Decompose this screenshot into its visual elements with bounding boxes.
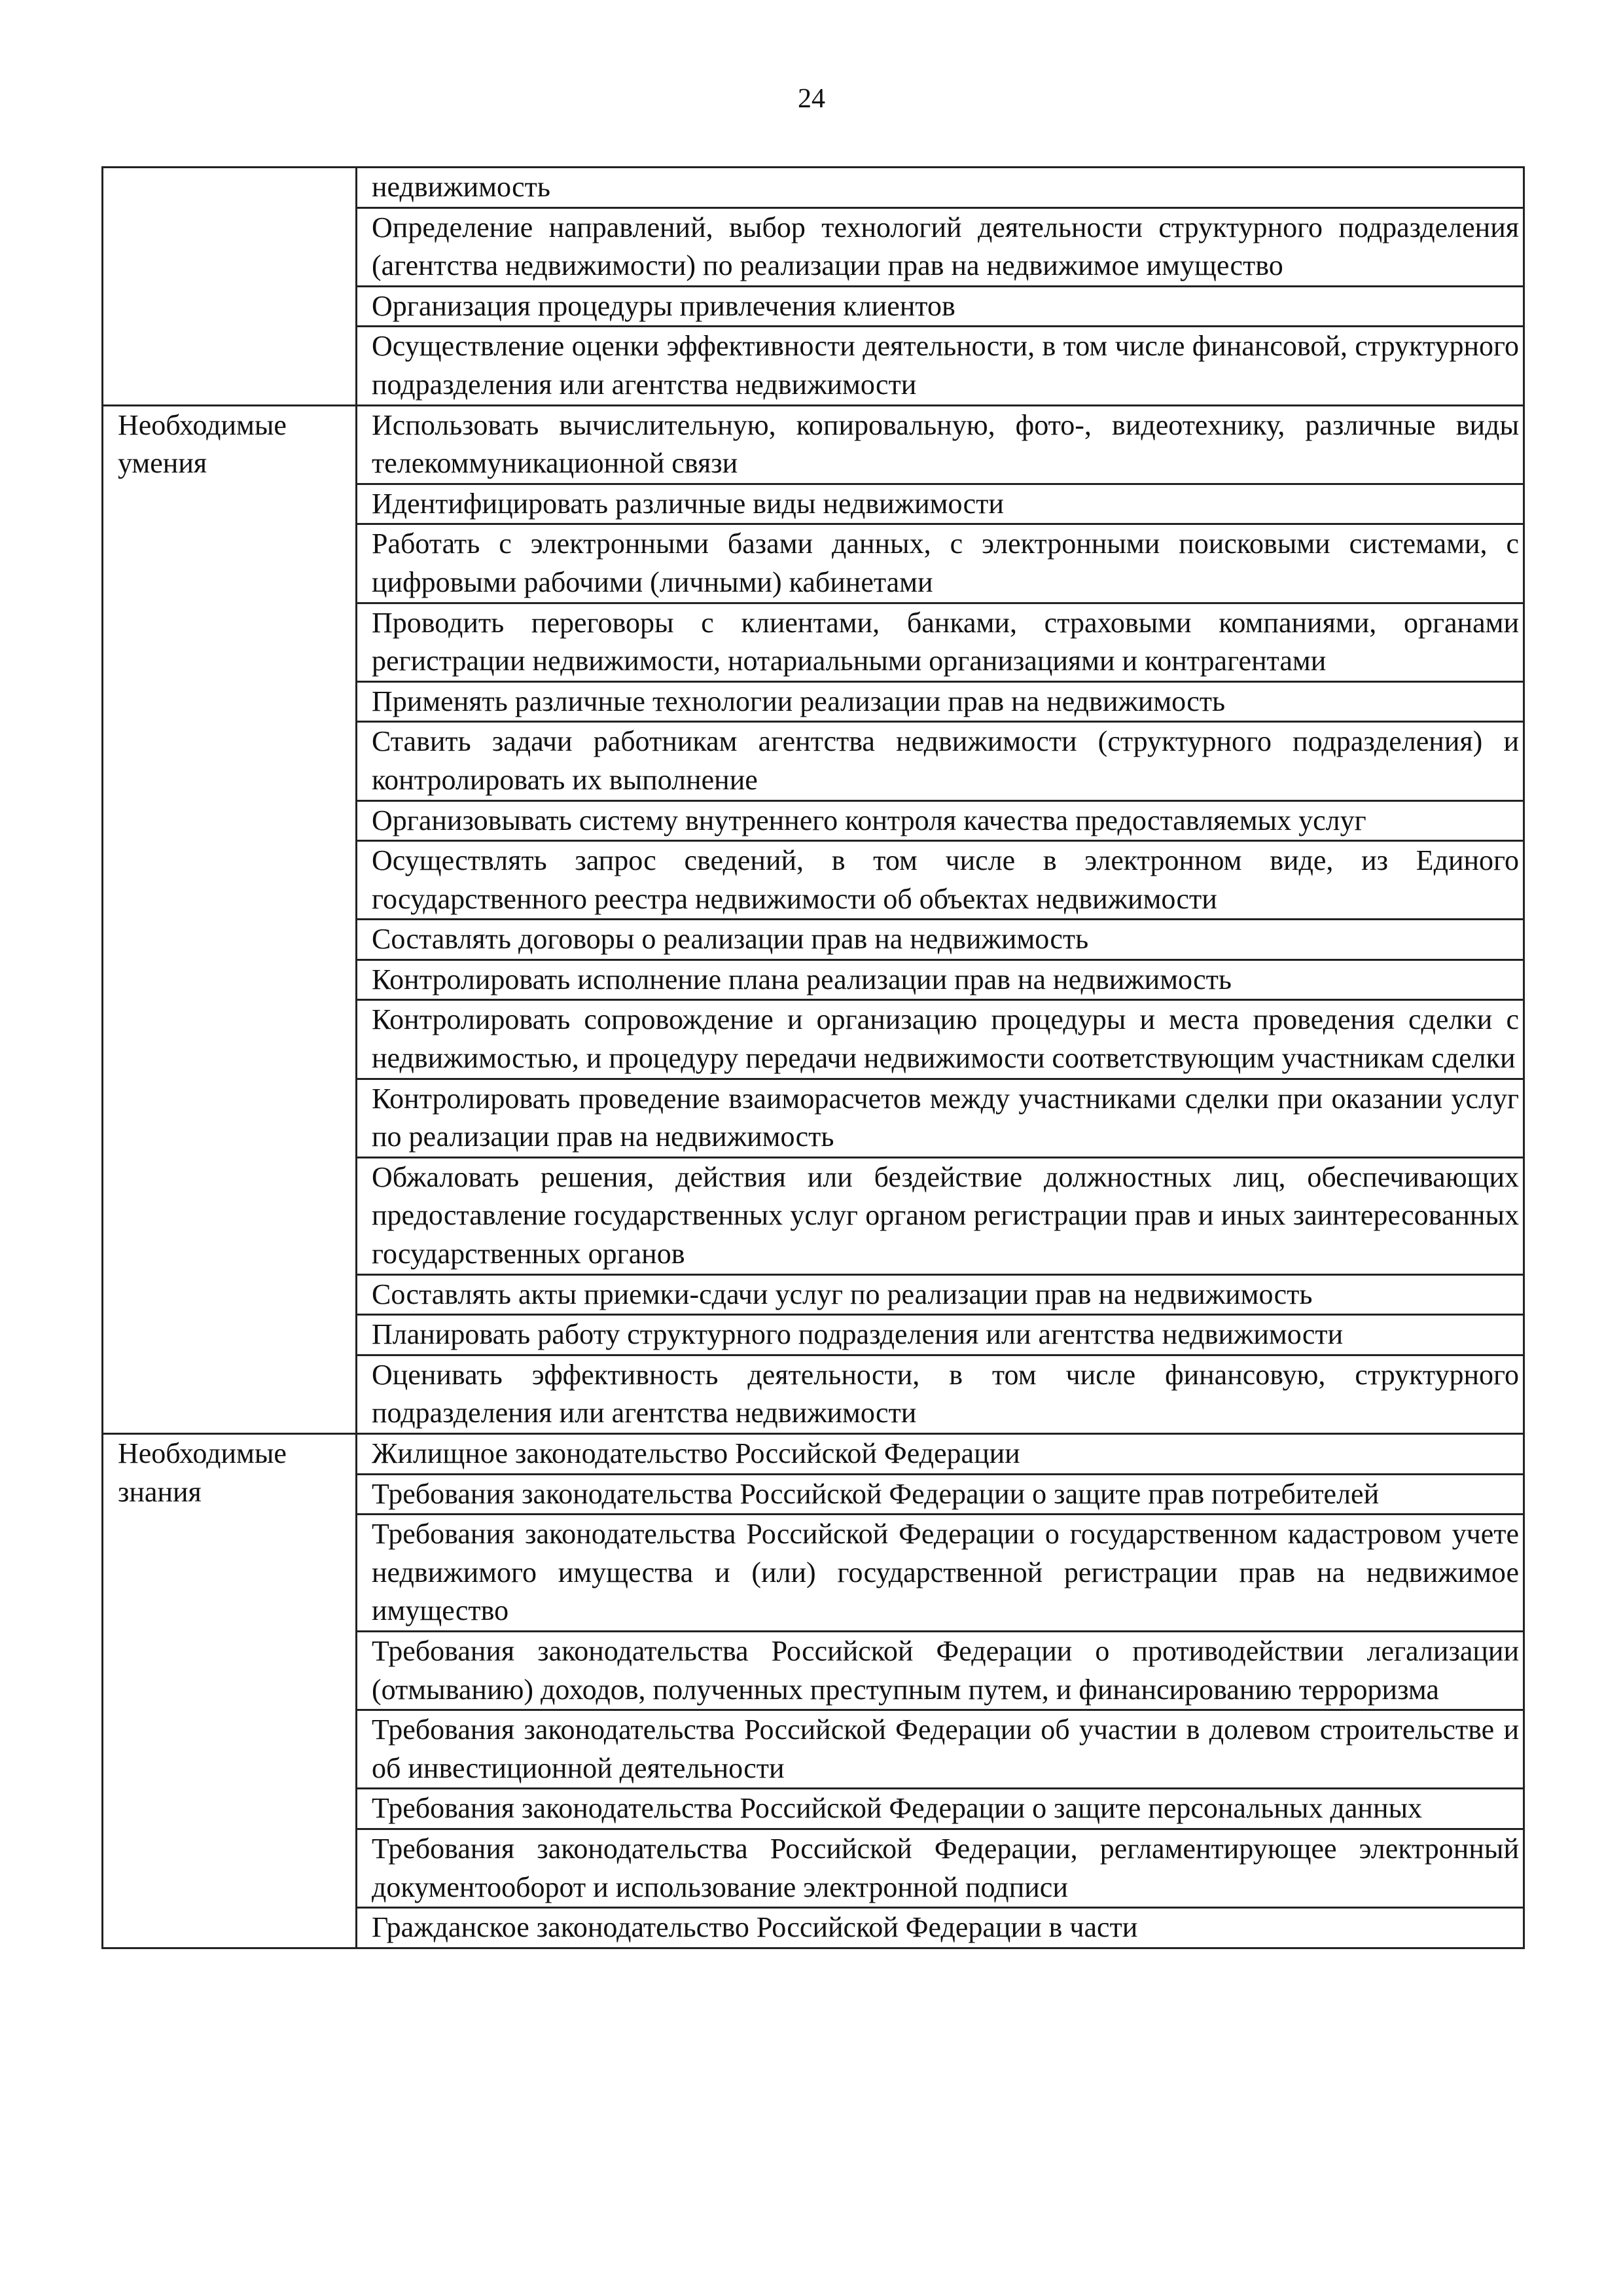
requirements-table-body bbox=[103, 168, 1524, 1948]
page-number: 24 bbox=[798, 84, 825, 114]
requirement-text: Осуществлять запрос сведений, в том числе в электронном виде, из Единого государственного реестра недвижимости об объектах недвижимости bbox=[357, 841, 1524, 920]
requirement-text: Требования законодательства Российской Федерации, регламентирующее электронный документооборот и использование электронной подписи bbox=[357, 1829, 1524, 1907]
requirement-text: Составлять акты приемки-сдачи услуг по реализации прав на недвижимость bbox=[357, 1274, 1524, 1315]
requirement-text: недвижимость bbox=[357, 168, 1524, 208]
requirement-text: Работать с электронными базами данных, с электронными поисковыми системами, с цифровыми рабочими (личными) кабинетами bbox=[357, 524, 1524, 603]
requirement-text: Гражданское законодательство Российской Федерации в части bbox=[357, 1908, 1524, 1948]
requirement-text: Требования законодательства Российской Федерации о защите персональных данных bbox=[357, 1789, 1524, 1829]
requirement-text: Организовывать систему внутреннего контроля качества предоставляемых услуг bbox=[357, 800, 1524, 841]
requirement-text: Жилищное законодательство Российской Федерации bbox=[357, 1434, 1524, 1475]
section-label bbox=[103, 168, 357, 406]
requirement-text: Применять различные технологии реализации прав на недвижимость bbox=[357, 681, 1524, 722]
table-row bbox=[103, 168, 1524, 208]
table-row bbox=[103, 405, 1524, 484]
requirement-text: Требования законодательства Российской Федерации о государственном кадастровом учете недвижимого имущества и (или) государственной регистрации прав на недвижимое имущество bbox=[357, 1515, 1524, 1632]
requirement-text: Составлять договоры о реализации прав на недвижимость bbox=[357, 920, 1524, 960]
requirement-text: Обжаловать решения, действия или бездействие должностных лиц, обеспечивающих предоставление государственных услуг органом регистрации прав и иных заинтересованных государственных органов bbox=[357, 1157, 1524, 1274]
requirement-text: Оценивать эффективность деятельности, в том числе финансовую, структурного подразделения или агентства недвижимости bbox=[357, 1355, 1524, 1433]
requirement-text: Организация процедуры привлечения клиентов bbox=[357, 286, 1524, 327]
requirement-text: Ставить задачи работникам агентства недвижимости (структурного подразделения) и контролировать их выполнение bbox=[357, 722, 1524, 800]
section-label: Необходимые знания bbox=[103, 1434, 357, 1948]
section-label: Необходимые умения bbox=[103, 405, 357, 1433]
requirement-text: Использовать вычислительную, копировальную, фото-, видеотехнику, различные виды телекоммуникационной связи bbox=[357, 405, 1524, 484]
requirement-text: Требования законодательства Российской Федерации о противодействии легализации (отмыванию) доходов, полученных преступным путем, и финансированию терроризма bbox=[357, 1631, 1524, 1710]
requirements-table bbox=[101, 166, 1525, 1949]
requirement-text: Контролировать сопровождение и организацию процедуры и места проведения сделки с недвижимостью, и процедуру передачи недвижимости соответствующим участникам сделки bbox=[357, 1000, 1524, 1079]
requirement-text: Определение направлений, выбор технологий деятельности структурного подразделения (агентства недвижимости) по реализации прав на недвижимое имущество bbox=[357, 207, 1524, 286]
requirement-text: Идентифицировать различные виды недвижимости bbox=[357, 484, 1524, 524]
requirement-text: Контролировать исполнение плана реализации прав на недвижимость bbox=[357, 960, 1524, 1000]
requirement-text: Проводить переговоры с клиентами, банками, страховыми компаниями, органами регистрации недвижимости, нотариальными организациями и контрагентами bbox=[357, 603, 1524, 681]
requirement-text: Контролировать проведение взаиморасчетов между участниками сделки при оказании услуг по реализации прав на недвижимость bbox=[357, 1079, 1524, 1157]
requirement-text: Планировать работу структурного подразделения или агентства недвижимости bbox=[357, 1315, 1524, 1355]
requirement-text: Требования законодательства Российской Федерации об участии в долевом строительстве и об инвестиционной деятельности bbox=[357, 1710, 1524, 1789]
table-row bbox=[103, 1434, 1524, 1475]
requirement-text: Осуществление оценки эффективности деятельности, в том числе финансовой, структурного подразделения или агентства недвижимости bbox=[357, 327, 1524, 405]
requirement-text: Требования законодательства Российской Федерации о защите прав потребителей bbox=[357, 1474, 1524, 1515]
